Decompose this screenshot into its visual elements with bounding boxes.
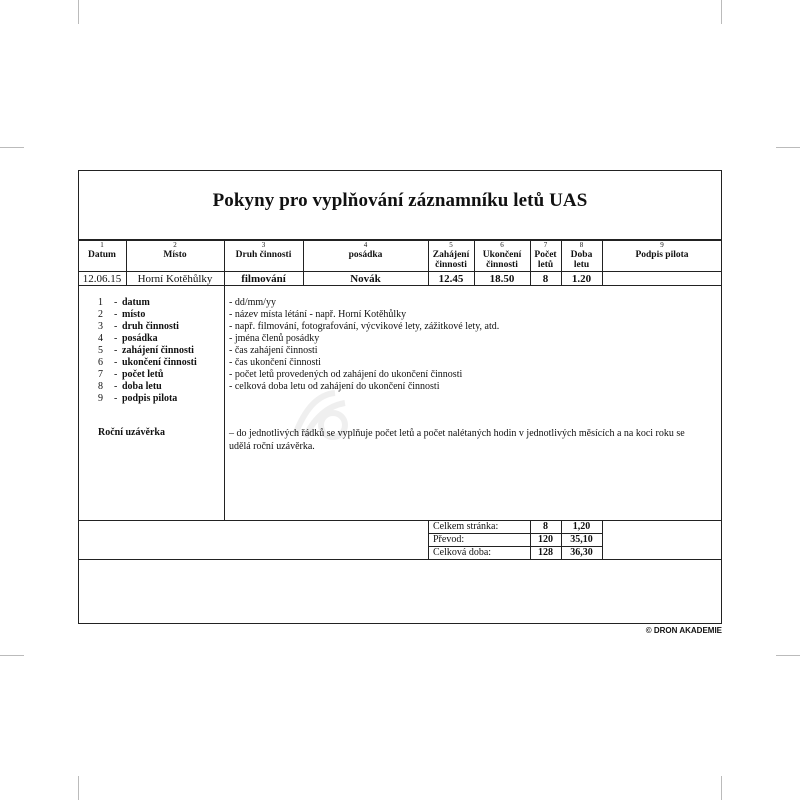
column-header-zahajeni: Zahájení činnosti — [432, 250, 470, 270]
legend-item: 4 - posádka — [98, 333, 158, 344]
crop-mark — [776, 147, 800, 148]
column-number: 9 — [660, 241, 664, 249]
legend-item: 9 - podpis pilota — [98, 393, 178, 404]
column-header-druh: Druh činnosti — [235, 250, 292, 260]
legend-desc: - jména členů posádky — [229, 333, 320, 344]
summary-count: 8 — [543, 521, 548, 532]
legend-term: ukončení činnosti — [122, 357, 197, 368]
crop-mark — [78, 776, 79, 800]
legend-desc: - čas zahájení činnosti — [229, 345, 318, 356]
legend-term: druh činnosti — [122, 321, 179, 332]
column-header-posadka: posádka — [348, 250, 383, 260]
crop-mark — [0, 147, 24, 148]
legend-term: datum — [122, 297, 150, 308]
legend-term: zahájení činnosti — [122, 345, 194, 356]
legend-num: 6 — [98, 357, 103, 368]
column-header-datum: Datum — [88, 250, 116, 260]
summary-count: 128 — [538, 547, 553, 558]
legend-num: 8 — [98, 381, 103, 392]
summary-divider — [428, 520, 429, 560]
column-number: 3 — [261, 241, 266, 249]
summary-label: Celková doba: — [433, 547, 492, 558]
legend-num: 4 — [98, 333, 103, 344]
example-druh: filmování — [241, 273, 286, 285]
legend-item: 5 - zahájení činnosti — [98, 345, 194, 356]
crop-mark — [776, 655, 800, 656]
column-header-ukonceni: Ukončení činnosti — [482, 250, 522, 270]
legend-num: 9 — [98, 393, 103, 404]
legend-term: podpis pilota — [122, 393, 178, 404]
legend-item: 1 - datum — [98, 297, 150, 308]
annual-closing-label: Roční uzávěrka — [98, 427, 165, 438]
summary-label: Převod: — [433, 534, 465, 545]
header-bottom-line — [78, 271, 722, 272]
page-title: Pokyny pro vyplňování záznamníku letů UAS — [212, 190, 588, 211]
legend-desc: - počet letů provedených od zahájení do ukončení činnosti — [229, 369, 463, 380]
column-number: 8 — [579, 241, 584, 249]
copyright-text: © DRON AKADEMIE — [645, 626, 722, 635]
legend-term: posádka — [122, 333, 158, 344]
column-header-pocet: Počet letů — [534, 250, 557, 270]
example-row-bottom-line — [78, 285, 722, 286]
legend-num: 3 — [98, 321, 103, 332]
legend-term: počet letů — [122, 369, 164, 380]
summary-divider — [602, 520, 603, 560]
example-pocet: 8 — [542, 273, 549, 285]
legend-term: místo — [122, 309, 146, 320]
legend-num: 2 — [98, 309, 103, 320]
crop-mark — [0, 655, 24, 656]
example-ukonceni: 18.50 — [489, 273, 515, 285]
crop-mark — [78, 0, 79, 24]
crop-mark — [721, 0, 722, 24]
column-number: 2 — [173, 241, 177, 249]
summary-time: 36,30 — [570, 547, 593, 558]
summary-time: 1,20 — [572, 521, 591, 532]
summary-count: 120 — [538, 534, 553, 545]
example-misto: Horní Kotěhůlky — [137, 273, 213, 285]
summary-time: 35,10 — [570, 534, 593, 545]
column-number: 7 — [543, 241, 548, 249]
example-datum: 12.06.15 — [82, 273, 122, 285]
summary-label: Celkem stránka: — [433, 521, 499, 532]
summary-bottom-line — [78, 559, 722, 560]
column-header-misto: Místo — [163, 250, 187, 260]
legend-item: 3 - druh činnosti — [98, 321, 179, 332]
legend-num: 7 — [98, 369, 103, 380]
legend-desc: - celková doba letu od zahájení do ukončení činnosti — [229, 381, 440, 392]
column-number: 1 — [100, 241, 104, 249]
column-header-doba: Doba letu — [570, 250, 593, 270]
legend-item: 2 - místo — [98, 309, 146, 320]
legend-desc: - např. filmování, fotografování, výcvikové lety, zážitkové lety, atd. — [229, 321, 500, 332]
example-zahajeni: 12.45 — [438, 273, 464, 285]
column-header-podpis: Podpis pilota — [635, 250, 689, 260]
legend-num: 1 — [98, 297, 103, 308]
legend-item: 7 - počet letů — [98, 369, 164, 380]
example-posadka: Novák — [350, 273, 381, 285]
legend-item: 6 - ukončení činnosti — [98, 357, 197, 368]
column-number: 5 — [449, 241, 453, 249]
legend-desc: - dd/mm/yy — [229, 297, 276, 308]
example-doba: 1.20 — [571, 273, 592, 285]
crop-mark — [721, 776, 722, 800]
column-number: 4 — [363, 241, 368, 249]
content-bottom-line — [78, 520, 722, 521]
legend-num: 5 — [98, 345, 103, 356]
column-number: 6 — [500, 241, 504, 249]
legend-desc: - čas ukončení činnosti — [229, 357, 321, 368]
legend-desc: - název místa létání - např. Horní Kotěhůlky — [229, 309, 407, 320]
annual-closing-text: – do jednotlivých řádků se vyplňuje počet letů a počet nalétaných hodin v jednotlivých měsících a na koci roku se udělá roční uzávěrka. — [229, 428, 685, 452]
legend-term: doba letu — [122, 381, 162, 392]
legend-item: 8 - doba letu — [98, 381, 162, 392]
